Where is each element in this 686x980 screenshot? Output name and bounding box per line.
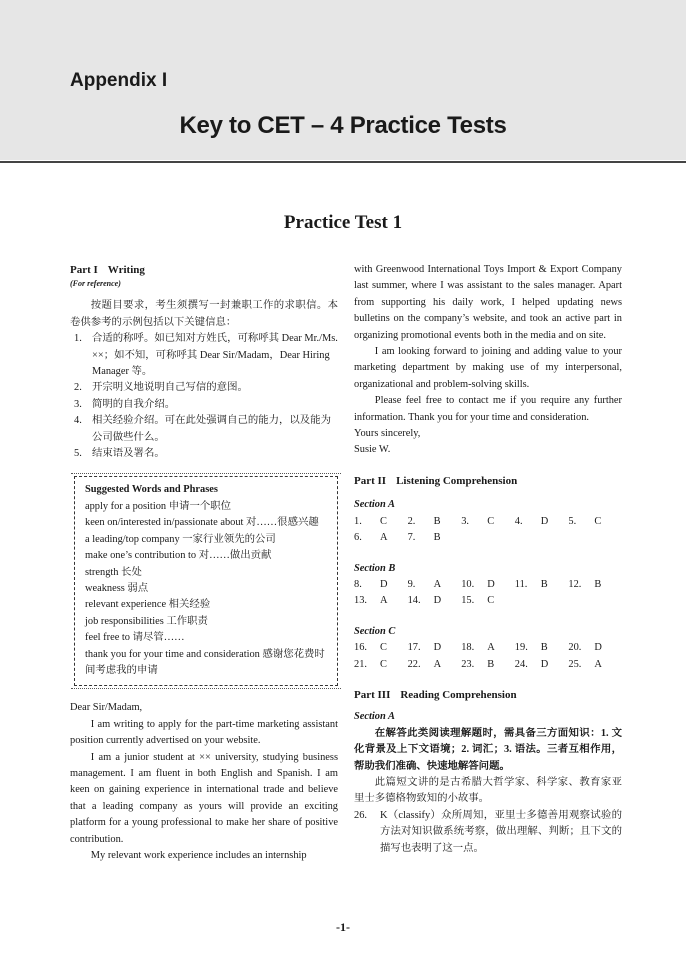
part1-name: Writing bbox=[107, 264, 145, 276]
phrase-item: weakness 弱点 bbox=[85, 582, 149, 594]
header-divider bbox=[0, 161, 686, 163]
answer-item: 17. D bbox=[407, 642, 442, 654]
reading-answers bbox=[354, 808, 622, 857]
box-heading: Suggested Words and Phrases bbox=[85, 484, 218, 496]
answer-item: 14. D bbox=[407, 595, 442, 607]
part3-label: Part III bbox=[354, 688, 391, 701]
answer-item: 11. B bbox=[514, 578, 548, 590]
part2-heading bbox=[354, 473, 622, 489]
list-item: 4. 相关经验介绍。可在此处强调自己的能力，以及能为公司做些什么。 bbox=[74, 415, 331, 443]
letter-signature: Susie W. bbox=[354, 444, 391, 456]
page-number: -1- bbox=[336, 920, 350, 934]
letter-paragraph-continued: with Greenwood International Toys Import & Export Company last summer, where I was assistant to the sales manager. Apart from supporting his daily work, I helped updating news bulletins on the company’s website, and took an active part in organizing promotional events both in the media and on site. bbox=[354, 264, 622, 341]
answer-grid-section-a bbox=[354, 514, 622, 547]
answer-item: 5. C bbox=[568, 515, 602, 527]
suggested-phrases-box bbox=[74, 476, 338, 686]
list-item: 5. 结束语及署名。 bbox=[74, 448, 165, 460]
section-title: Section C bbox=[354, 625, 396, 637]
phrase-item: keen on/interested in/passionate about 对……很感兴趣 bbox=[85, 517, 319, 529]
key-points-list bbox=[70, 331, 338, 462]
answer-item: 6. A bbox=[354, 532, 388, 544]
answer-item: 22. A bbox=[407, 658, 442, 670]
phrase-item: feel free to 请尽管…… bbox=[85, 632, 185, 644]
answer-item: 12. B bbox=[568, 578, 602, 590]
letter-paragraph: I am writing to apply for the part-time marketing assistant position currently advertised on your website. bbox=[70, 718, 338, 747]
phrase-item: apply for a position 申请一个职位 bbox=[85, 500, 232, 512]
letter-paragraph: Please feel free to contact me if you require any further information. Thank you for your time and consideration. bbox=[354, 395, 622, 423]
phrase-item: thank you for your time and consideration 感谢您花费时间考虑我的申请 bbox=[85, 648, 325, 676]
answer-item: 16. C bbox=[354, 642, 387, 654]
answer-item: 18. A bbox=[461, 642, 495, 654]
left-column bbox=[70, 262, 338, 864]
letter-paragraph: I am looking forward to joining and adding value to your marketing department by making use of my interpersonal, organizational and problem-solving skills. bbox=[354, 346, 622, 390]
letter-salutation: Dear Sir/Madam, bbox=[70, 702, 143, 714]
answer-grid-section-c bbox=[354, 640, 622, 673]
list-item: 2. 开宗明义地说明自己写信的意图。 bbox=[74, 382, 248, 394]
phrase-item: a leading/top company 一家行业领先的公司 bbox=[85, 533, 276, 545]
phrase-item: job responsibilities 工作职责 bbox=[85, 615, 208, 627]
phrase-item: make one’s contribution to 对……做出贡献 bbox=[85, 550, 272, 562]
answer-item: 25. A bbox=[568, 658, 602, 670]
test-title: Practice Test 1 bbox=[283, 212, 403, 233]
reading-lead: 在解答此类阅读理解题时，需具备三方面知识：1. 文化背景及上下文语境；2. 词汇；3. 语法。三者互相作用，帮助我们准确、快速地解答问题。 bbox=[354, 727, 622, 772]
answer-item: 21. C bbox=[354, 658, 387, 670]
letter-closing: Yours sincerely, bbox=[354, 428, 421, 440]
answer-item: 9. A bbox=[407, 578, 442, 590]
answer-item: 2. B bbox=[407, 515, 441, 527]
reading-intro: 此篇短文讲的是古希腊大哲学家、科学家、教育家亚里士多德格物致知的小故事。 bbox=[354, 776, 622, 805]
answer-item: 7. B bbox=[407, 532, 441, 544]
list-item: 26. K（classify）众所周知，亚里士多德善用观察试验的方法对知识做系统考察，做出理解、判断；且下文的描写也表明了这一点。 bbox=[354, 809, 622, 854]
answer-grid-section-b bbox=[354, 577, 622, 610]
answer-item: 24. D bbox=[514, 658, 549, 670]
part3-heading bbox=[354, 687, 622, 703]
answer-item: 3. C bbox=[461, 515, 495, 527]
part2-label: Part II bbox=[354, 474, 387, 487]
part3-name: Reading Comprehension bbox=[400, 688, 517, 701]
right-column bbox=[354, 262, 622, 857]
letter-paragraph: My relevant work experience includes an internship bbox=[90, 850, 307, 861]
list-item: 1. 合适的称呼。如已知对方姓氏，可称呼其 Dear Mr./Ms. ××；如不知，可称呼其 Dear Sir/Madam，Dear Hiring Manager 等。 bbox=[74, 333, 338, 378]
part1-intro: 按题目要求，考生须撰写一封兼职工作的求职信。本卷供参考的示例包括以下关键信息： bbox=[70, 300, 338, 328]
answer-item: 15. C bbox=[461, 595, 495, 607]
section-title: Section B bbox=[354, 562, 396, 574]
part2-name: Listening Comprehension bbox=[396, 474, 518, 487]
part1-label: Part I bbox=[70, 264, 98, 276]
answer-item: 1. C bbox=[354, 515, 387, 527]
phrase-item: strength 长处 bbox=[85, 566, 142, 578]
list-item: 3. 简明的自我介绍。 bbox=[74, 398, 176, 410]
answer-item: 10. D bbox=[461, 578, 495, 590]
part1-heading bbox=[70, 262, 338, 278]
answer-item: 8. D bbox=[354, 578, 388, 590]
part1-note: (For reference) bbox=[70, 279, 121, 289]
answer-item: 13. A bbox=[354, 595, 388, 607]
letter-paragraph: I am a junior student at ×× university, studying business management. I am fluent in both English and Spanish. I am keen on gaining experience in international trade and believe that a leading company as yours will provide an exciting platform for a young professional to make her share of positive contribution. bbox=[70, 751, 338, 845]
section-title: Section A bbox=[354, 499, 395, 511]
phrase-item: relevant experience 相关经验 bbox=[85, 599, 211, 611]
answer-item: 20. D bbox=[568, 642, 602, 654]
appendix-label: Appendix I bbox=[70, 70, 168, 91]
answer-item: 4. D bbox=[514, 515, 549, 527]
section-title: Section A bbox=[354, 711, 395, 723]
answer-item: 19. B bbox=[514, 642, 548, 654]
page-title: Key to CET – 4 Practice Tests bbox=[179, 112, 507, 139]
answer-item: 23. B bbox=[461, 658, 495, 670]
